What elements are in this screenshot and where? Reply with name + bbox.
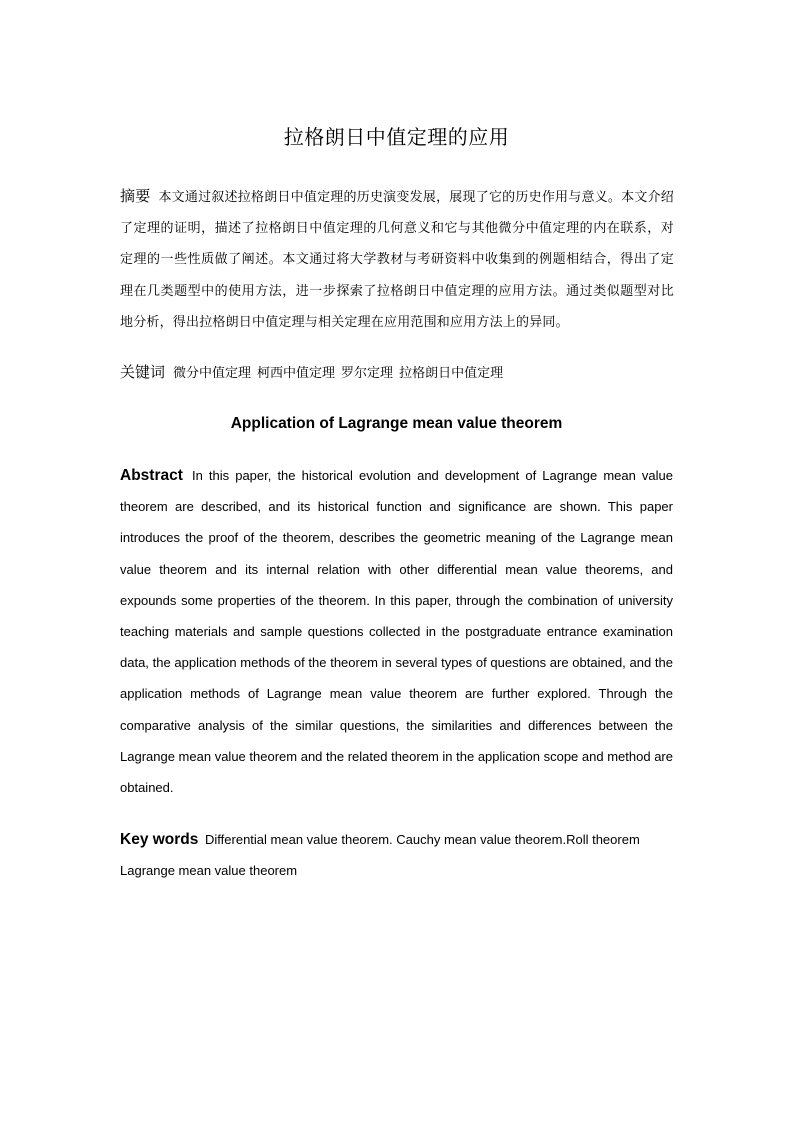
- english-abstract: [120, 460, 673, 803]
- english-abstract-text: In this paper, the historical evolution and development of Lagrange mean value theorem are described, and its historical function and significance are shown. This paper introduces the proof of the theorem, describes the geometric meaning of the Lagrange mean value theorem and its internal relation with other differential mean value theorems, and expounds some properties of the theorem. In this paper, through the combination of university teaching materials and sample questions collected in the postgraduate entrance examination data, the application methods of the theorem in several types of questions are obtained, and the application methods of Lagrange mean value theorem are further explored. Through the comparative analysis of the similar questions, the similarities and differences between the Lagrange mean value theorem and the related theorem in the application scope and method are obtained.: [120, 468, 673, 796]
- chinese-keyword-item: 罗尔定理: [341, 366, 394, 381]
- chinese-title: 拉格朗日中值定理的应用: [283, 125, 510, 149]
- english-abstract-label: Abstract: [120, 467, 183, 484]
- chinese-keywords: [120, 357, 674, 389]
- english-keywords-label: Key words: [120, 831, 199, 848]
- chinese-abstract-text: 本文通过叙述拉格朗日中值定理的历史演变发展，展现了它的历史作用与意义。本文介绍了定理的证明，描述了拉格朗日中值定理的几何意义和它与其他微分中值定理的内在联系，对定理的一些性质做了阐述。本文通过将大学教材与考研资料中收集到的例题相结合，得出了定理在几类题型中的使用方法，进一步探索了拉格朗日中值定理的应用方法。通过类似题型对比地分析，得出拉格朗日中值定理与相关定理在应用范围和应用方法上的异同。: [120, 190, 674, 330]
- english-keywords-text: Differential mean value theorem. Cauchy mean value theorem.Roll theorem Lagrange mean value theorem: [120, 832, 640, 879]
- chinese-abstract: [120, 181, 674, 338]
- chinese-keyword-item: 柯西中值定理: [257, 366, 336, 381]
- chinese-abstract-label: 摘要: [120, 187, 151, 205]
- chinese-keyword-item: 拉格朗日中值定理: [399, 366, 504, 381]
- english-title: Application of Lagrange mean value theorem: [230, 415, 563, 432]
- chinese-keywords-label: 关键词: [120, 363, 166, 381]
- english-keywords: [120, 824, 680, 886]
- chinese-keyword-item: 微分中值定理: [173, 366, 252, 381]
